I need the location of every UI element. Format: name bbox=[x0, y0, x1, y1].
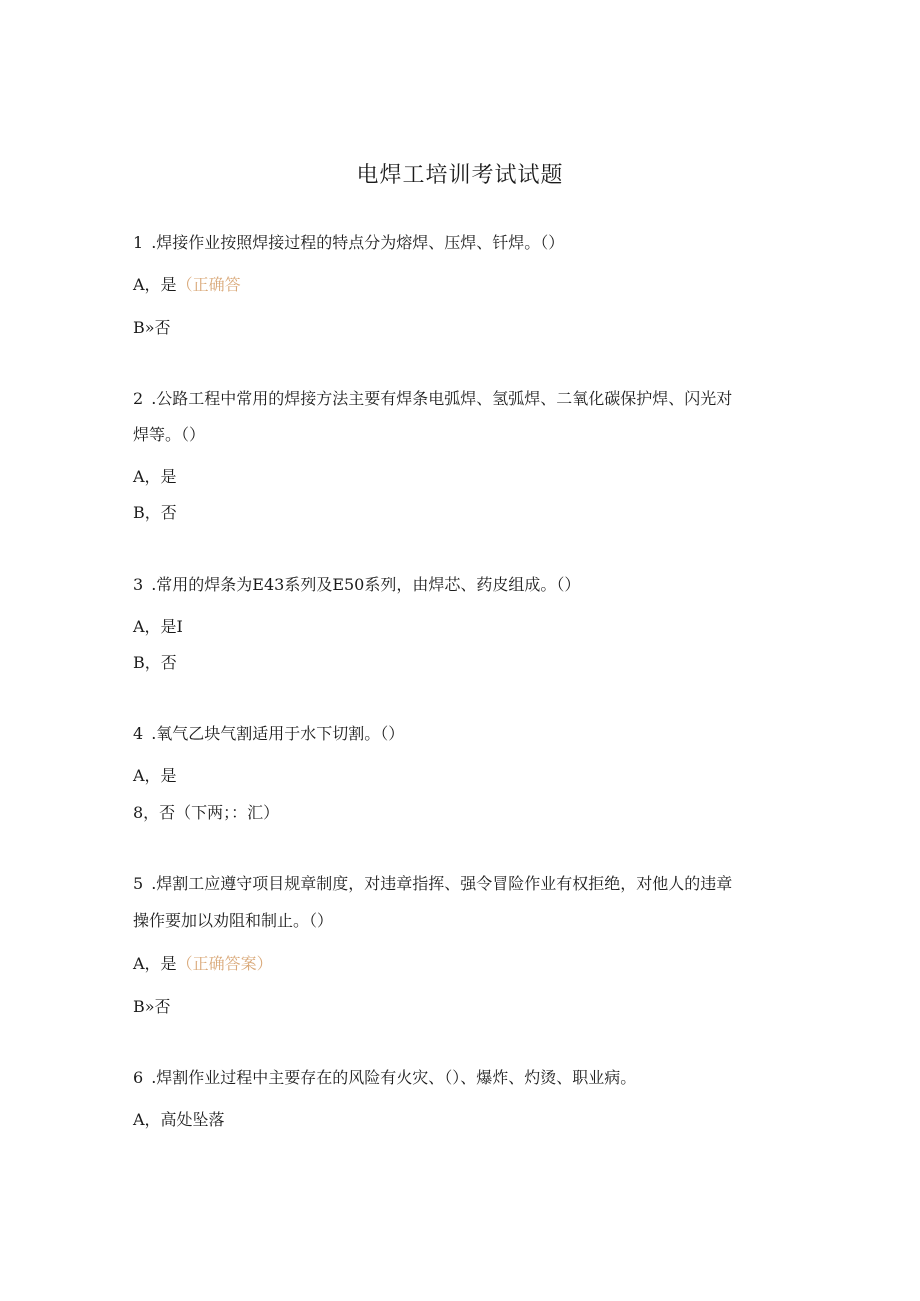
option-text: A，高处坠落 bbox=[133, 1110, 225, 1129]
option-text: B»否 bbox=[133, 997, 171, 1016]
option-text: A，是 bbox=[133, 954, 177, 973]
question-number: 2 bbox=[133, 389, 144, 408]
option-text: 8，否（下两；：汇） bbox=[133, 803, 280, 822]
question-text: .焊接作业按照焊接过程的特点分为熔焊、压焊、钎焊。（） bbox=[151, 233, 565, 252]
question-5-stem-cont bbox=[133, 911, 333, 931]
question-1-option-a bbox=[133, 275, 241, 295]
answer-mark: （正确答 bbox=[176, 275, 241, 294]
question-6-stem bbox=[133, 1068, 636, 1088]
question-4-option-b bbox=[133, 803, 279, 823]
question-text: .常用的焊条为E43系列及E50系列，由焊芯、药皮组成。（） bbox=[151, 575, 581, 594]
option-text: A，是I bbox=[133, 617, 183, 636]
option-text: B»否 bbox=[133, 318, 171, 337]
option-text: B，否 bbox=[133, 503, 177, 522]
question-3-stem bbox=[133, 575, 580, 595]
question-2-option-a bbox=[133, 467, 177, 487]
question-number: 3 bbox=[133, 575, 144, 594]
question-text: .公路工程中常用的焊接方法主要有焊条电弧焊、氢弧焊、二氧化碳保护焊、闪光对 bbox=[151, 389, 733, 408]
question-text: 焊等。（） bbox=[133, 425, 206, 444]
question-4-stem bbox=[133, 724, 404, 744]
question-5-option-b bbox=[133, 997, 171, 1017]
question-3-option-b bbox=[133, 653, 177, 673]
option-text: A，是 bbox=[133, 467, 177, 486]
option-text: A，是 bbox=[133, 275, 177, 294]
question-number: 6 bbox=[133, 1068, 144, 1087]
question-2-stem-cont bbox=[133, 425, 205, 445]
question-text: 操作要加以劝阻和制止。（） bbox=[133, 911, 334, 930]
option-text: A，是 bbox=[133, 766, 177, 785]
question-5-stem bbox=[133, 874, 732, 894]
question-1-option-b bbox=[133, 318, 171, 338]
question-4-option-a bbox=[133, 766, 177, 786]
question-1-stem bbox=[133, 233, 564, 253]
answer-mark: （正确答案） bbox=[176, 954, 273, 973]
question-text: .焊割工应遵守项目规章制度，对违章指挥、强令冒险作业有权拒绝，对他人的违章 bbox=[151, 874, 733, 893]
question-2-option-b bbox=[133, 503, 177, 523]
question-6-option-a bbox=[133, 1110, 225, 1130]
question-number: 1 bbox=[133, 233, 144, 252]
question-5-option-a bbox=[133, 954, 273, 974]
question-2-stem bbox=[133, 389, 732, 409]
question-number: 5 bbox=[133, 874, 144, 893]
question-number: 4 bbox=[133, 724, 144, 743]
question-text: .焊割作业过程中主要存在的风险有火灾、（）、爆炸、灼烫、职业病。 bbox=[151, 1068, 637, 1087]
page-title: 电焊工培训考试试题 bbox=[356, 163, 564, 188]
question-3-option-a bbox=[133, 617, 183, 637]
option-text: B，否 bbox=[133, 653, 177, 672]
question-text: .氧气乙块气割适用于水下切割。（） bbox=[151, 724, 405, 743]
